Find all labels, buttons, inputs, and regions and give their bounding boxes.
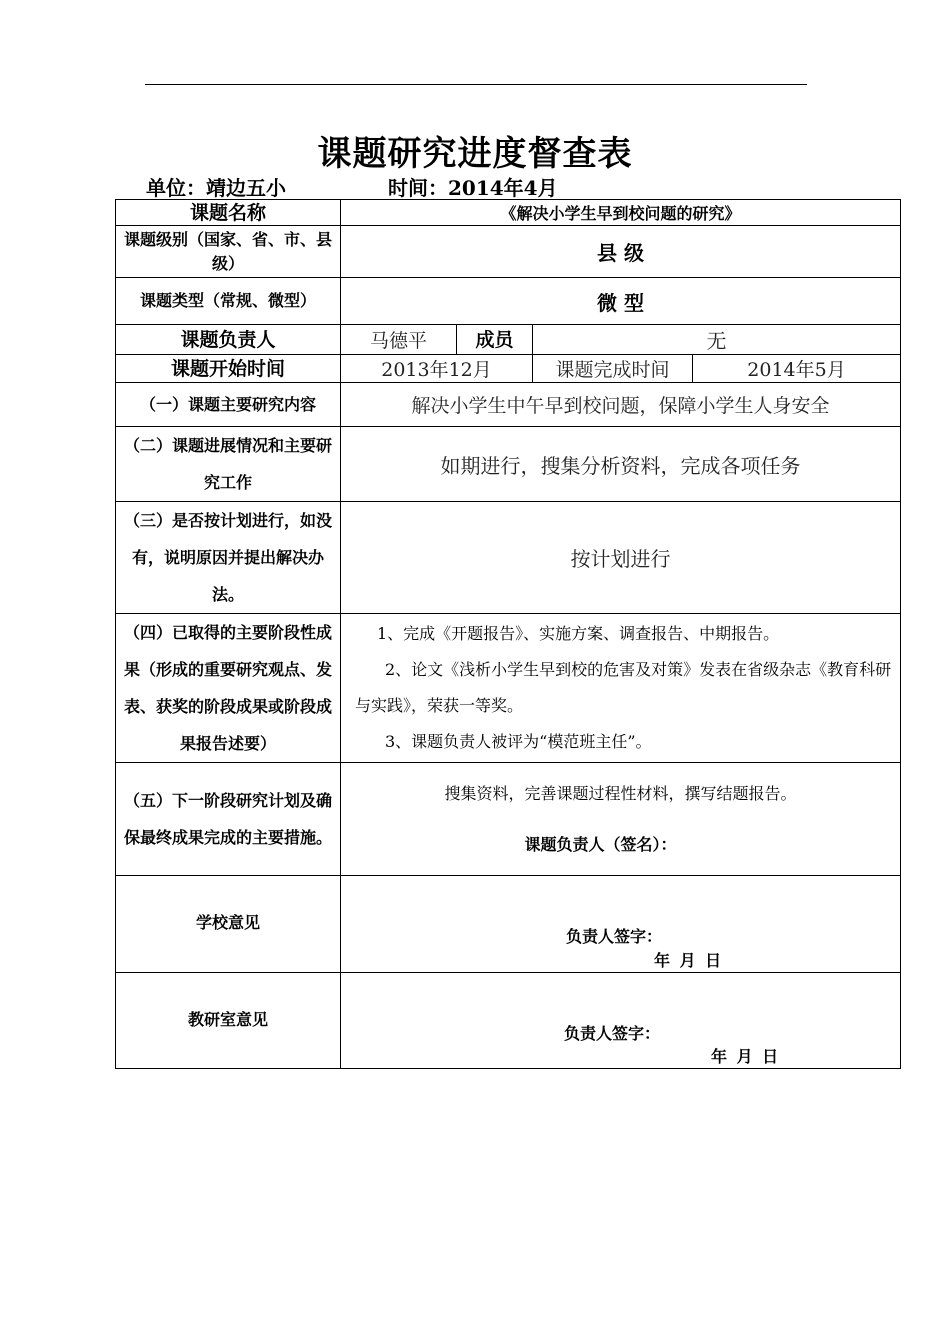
time-text: 时间：2014年4月: [388, 176, 558, 200]
row-topic-type: [116, 278, 901, 325]
research-content-label: （一）课题主要研究内容: [116, 383, 341, 427]
office-signature: 负责人签字：: [564, 1024, 661, 1043]
progress-value: 如期进行，搜集分析资料，完成各项任务: [341, 427, 901, 502]
topic-type-value: 微 型: [341, 278, 901, 325]
row-office-opinion: [116, 973, 901, 1069]
unit-text: 单位：靖边五小: [146, 176, 286, 200]
leader-label: 课题负责人: [116, 325, 341, 355]
school-opinion-label: 学校意见: [116, 876, 341, 973]
achievement-item: 2、论文《浅析小学生早到校的危害及对策》发表在省级杂志《教育科研与实践》，荣获一等奖。: [355, 660, 892, 715]
plan-value: 按计划进行: [341, 502, 901, 614]
next-plan-signature: 课题负责人（签名）：: [524, 835, 677, 854]
leader-value: 马德平: [341, 325, 457, 355]
next-plan-label: （五）下一阶段研究计划及确保最终成果完成的主要措施。: [116, 763, 341, 876]
row-research-content: [116, 383, 901, 427]
row-school-opinion: [116, 876, 901, 973]
achievement-item: 1、完成《开题报告》、实施方案、调查报告、中期报告。: [377, 624, 780, 643]
members-value: 无: [533, 325, 901, 355]
row-achievements: [116, 614, 901, 763]
end-time-value: 2014年5月: [693, 355, 901, 383]
office-date: 年 月 日: [711, 1047, 779, 1066]
achievement-item: 3、课题负责人被评为“模范班主任”。: [385, 732, 652, 751]
achievements-list: [341, 614, 901, 763]
row-progress: [116, 427, 901, 502]
topic-level-label: 课题级别（国家、省、市、县级）: [116, 226, 341, 278]
office-opinion-cell: [341, 973, 901, 1069]
school-opinion-cell: [341, 876, 901, 973]
topic-level-value: 县 级: [341, 226, 901, 278]
next-plan-cell: [341, 763, 901, 876]
school-date: 年 月 日: [654, 951, 722, 970]
row-next-plan: [116, 763, 901, 876]
page-title: 课题研究进度督查表: [317, 134, 633, 174]
topic-name-label: 课题名称: [116, 200, 341, 226]
research-content-value: 解决小学生中午早到校问题，保障小学生人身安全: [341, 383, 901, 427]
topic-type-label: 课题类型（常规、微型）: [116, 278, 341, 325]
end-time-label: 课题完成时间: [533, 355, 693, 383]
row-topic-name: [116, 200, 901, 226]
row-dates: [116, 355, 901, 383]
plan-label: （三）是否按计划进行，如没有，说明原因并提出解决办法。: [116, 502, 341, 614]
row-plan: [116, 502, 901, 614]
next-plan-value: 搜集资料，完善课题过程性材料，撰写结题报告。: [444, 784, 797, 803]
topic-name-value: 《解决小学生早到校问题的研究》: [341, 200, 901, 226]
start-time-value: 2013年12月: [341, 355, 533, 383]
school-signature: 负责人签字：: [566, 927, 663, 946]
row-topic-level: [116, 226, 901, 278]
office-opinion-label: 教研室意见: [116, 973, 341, 1069]
row-leader: [116, 325, 901, 355]
achievements-label: （四）已取得的主要阶段性成果（形成的重要研究观点、发表、获奖的阶段成果或阶段成果报告述要）: [116, 614, 341, 763]
progress-form-table: [115, 199, 901, 1069]
start-time-label: 课题开始时间: [116, 355, 341, 383]
progress-label: （二）课题进展情况和主要研究工作: [116, 427, 341, 502]
header-rule: [145, 84, 807, 85]
members-label: 成员: [457, 325, 533, 355]
